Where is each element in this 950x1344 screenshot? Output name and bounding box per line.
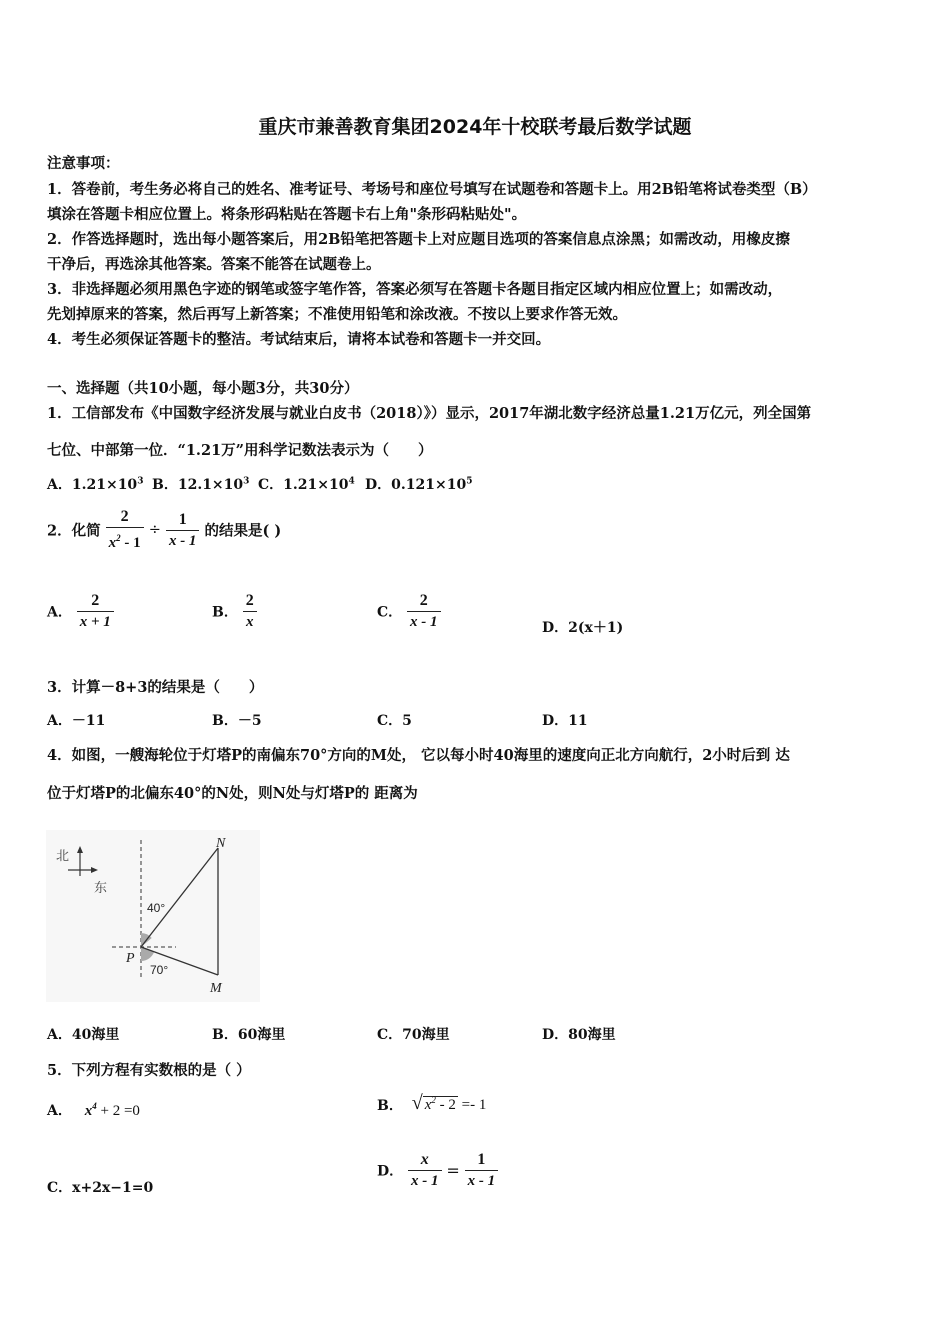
notice-line: 4．考生必须保证答题卡的整洁。考试结束后，请将本试卷和答题卡一并交回。: [47, 331, 551, 348]
question-2-stem: 2．化简 $\frac{2}{x^2 - 1}$ ÷ $\frac{1}{x - 1}$ 的结果是( ): [47, 508, 282, 551]
notice-line: 干净后，再选涂其他答案。答案不能答在试题卷上。: [47, 256, 381, 273]
notice-line: 填涂在答题卡相应位置上。将条形码粘贴在答题卡右上角"条形码粘贴处"。: [47, 206, 527, 223]
question-4-option-d: D．80海里: [542, 1027, 616, 1043]
fraction: $\frac{1}{x - 1}$: [166, 510, 200, 551]
lighthouse-diagram: [46, 830, 260, 1002]
question-3-stem: 3．计算－8+3的结果是（ ）: [47, 679, 264, 696]
question-5-option-a: A． $x^4 + 2 =0$: [47, 1101, 140, 1119]
question-5-option-b: B． √ $x^2 - 2 =- 1$: [377, 1092, 487, 1114]
question-5-option-d: D． $\frac{x}{x - 1}$ = $\frac{1}{x - 1}$: [377, 1150, 498, 1191]
east-label: 东: [94, 881, 108, 896]
question-2-option-a: A． $\frac{2}{x + 1}$: [47, 591, 114, 632]
question-1-line: 七位、中部第一位．“1.21万”用科学记数法表示为（ ）: [47, 442, 433, 459]
question-1-option-a: A．$1.21\times 10^3$: [47, 476, 144, 493]
question-4-line: 4．如图，一艘海轮位于灯塔P的南偏东70°方向的M处， 它以每小时40海里的速度向正北方向航行，2小时后到 达: [47, 747, 790, 764]
angle-40-label: 40°: [147, 901, 166, 915]
fraction: $\frac{2}{x^2 - 1}$: [106, 507, 144, 553]
angle-70-label: 70°: [150, 963, 169, 977]
question-2-option-b: B． $\frac{2}{x}$: [212, 591, 257, 632]
question-1-option-b: B．$12.1\times 10^3$: [152, 476, 250, 493]
question-5-stem: 5．下列方程有实数根的是（ ）: [47, 1062, 251, 1079]
notice-line: 2．作答选择题时，选出每小题答案后，用2B铅笔把答题卡上对应题目选项的答案信息点涂黑；如需改动，用橡皮擦: [47, 231, 790, 248]
north-label: 北: [56, 849, 70, 864]
question-4-option-a: A．40海里: [47, 1027, 120, 1043]
point-p-label: P: [126, 951, 135, 966]
question-1-option-c: C．$1.21\times 10^4$: [258, 476, 355, 493]
notice-line: 3．非选择题必须用黑色字迹的钢笔或签字笔作答，答案必须写在答题卡各题目指定区域内相应位置上；如需改动，: [47, 281, 783, 298]
question-3-option-c: C．5: [377, 713, 412, 729]
notice-heading: 注意事项：: [47, 155, 120, 172]
point-m-label: M: [210, 981, 222, 996]
question-1-line: 1．工信部发布《中国数字经济发展与就业白皮书（2018）》）显示，2017年湖北数字经济总量1.21万亿元，列全国第: [47, 405, 812, 422]
section-heading: 一、选择题（共10小题，每小题3分，共30分）: [47, 380, 359, 397]
question-2-option-d: D．2(x＋1): [542, 620, 624, 636]
question-3-option-b: B．－5: [212, 713, 262, 729]
notice-line: 1．答卷前，考生务必将自己的姓名、准考证号、考场号和座位号填写在试题卷和答题卡上。用2B铅笔将试卷类型（B）: [47, 181, 817, 198]
page-title: 重庆市兼善教育集团2024年十校联考最后数学试题: [258, 116, 692, 138]
question-4-option-c: C．70海里: [377, 1027, 450, 1043]
question-4-option-b: B．60海里: [212, 1027, 286, 1043]
question-3-option-a: A．－11: [47, 713, 106, 729]
question-2-option-c: C． $\frac{2}{x - 1}$: [377, 591, 441, 632]
point-n-label: N: [216, 836, 226, 851]
question-4-line: 位于灯塔P的北偏东40°的N处，则N处与灯塔P的 距离为: [47, 785, 418, 802]
question-1-option-d: D．$0.121\times 10^5$: [365, 476, 473, 493]
question-3-option-d: D．11: [542, 713, 588, 729]
question-5-option-c: C．x+2x−1=0: [47, 1180, 154, 1196]
notice-line: 先划掉原来的答案，然后再写上新答案；不准使用铅笔和涂改液。不按以上要求作答无效。: [47, 306, 627, 323]
